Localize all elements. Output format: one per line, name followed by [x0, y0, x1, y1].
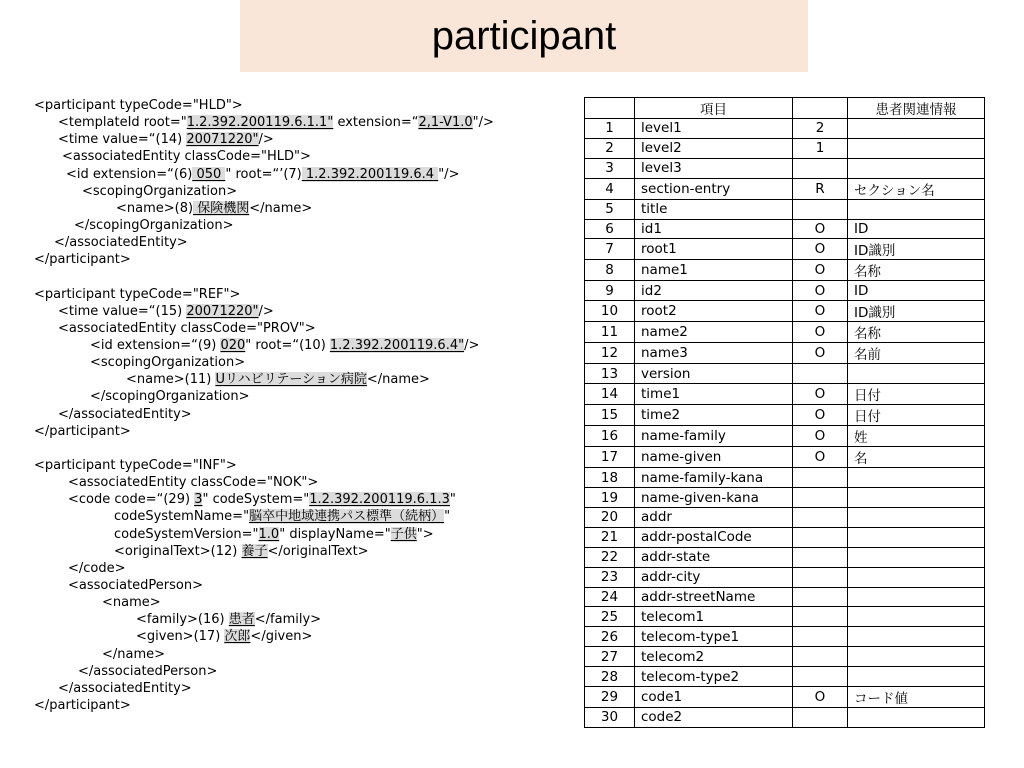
code-value: 脳卒中地域連携パス標準（続柄）: [249, 509, 445, 525]
code-text: <originalText>(12): [114, 543, 242, 559]
code-line: [34, 114, 574, 131]
code-line: [34, 131, 574, 148]
row-patient-info: [848, 527, 985, 547]
code-text: </associatedEntity>: [54, 235, 188, 251]
row-number: 3: [585, 158, 635, 178]
row-flag: [793, 468, 848, 488]
code-line: [34, 491, 574, 508]
row-flag: [793, 667, 848, 687]
table-row: [585, 587, 985, 607]
row-flag: [793, 708, 848, 728]
code-line: [34, 286, 574, 303]
code-value: 1.2.392.200119.6.4: [301, 166, 439, 182]
row-patient-info: 名前: [848, 343, 985, 364]
code-text: "/>: [438, 166, 460, 182]
code-text: </scopingOrganization>: [74, 217, 234, 233]
code-value: 20071220": [186, 132, 259, 148]
row-flag: [793, 158, 848, 178]
row-item: version: [635, 364, 793, 384]
row-patient-info: コード値: [848, 687, 985, 708]
row-number: 9: [585, 281, 635, 301]
row-flag: O: [793, 405, 848, 426]
code-text: <id extension=“(9): [90, 337, 221, 353]
code-text: " displayName=": [279, 526, 391, 542]
header-no: [585, 98, 635, 119]
row-flag: [793, 364, 848, 384]
table-row: [585, 405, 985, 426]
row-number: 25: [585, 607, 635, 627]
row-number: 13: [585, 364, 635, 384]
row-number: 24: [585, 587, 635, 607]
row-flag: R: [793, 178, 848, 199]
row-patient-info: ID: [848, 219, 985, 239]
row-flag: [793, 488, 848, 508]
row-item: id2: [635, 281, 793, 301]
row-item: level2: [635, 138, 793, 158]
row-patient-info: [848, 364, 985, 384]
row-item: addr: [635, 508, 793, 528]
row-flag: [793, 587, 848, 607]
table-row: [585, 260, 985, 281]
row-flag: 1: [793, 138, 848, 158]
code-value: 2,1-V1.0: [418, 115, 473, 131]
table-row: [585, 488, 985, 508]
code-line: [34, 697, 574, 714]
code-text: </participant>: [34, 697, 131, 713]
code-line: [34, 251, 574, 268]
row-flag: O: [793, 301, 848, 322]
code-text: " root=“’(7): [225, 166, 302, 182]
row-item: name1: [635, 260, 793, 281]
table-row: [585, 199, 985, 219]
code-text: "/>: [472, 115, 494, 131]
header-flag: [793, 98, 848, 119]
code-line: [34, 594, 574, 611]
code-value: 次郎: [224, 629, 251, 645]
code-line: [34, 560, 574, 577]
code-text: <scopingOrganization>: [82, 183, 238, 199]
code-text: </participant>: [34, 423, 131, 439]
row-patient-info: [848, 567, 985, 587]
row-patient-info: 日付: [848, 384, 985, 405]
code-line: [34, 423, 574, 440]
code-line: [34, 200, 574, 217]
code-value: 患者: [228, 612, 255, 628]
table-row: [585, 343, 985, 364]
code-value: 1.0: [258, 526, 280, 542]
code-text: </associatedEntity>: [58, 680, 192, 696]
row-patient-info: 名: [848, 447, 985, 468]
header-item: 項目: [635, 98, 793, 119]
code-line: [34, 577, 574, 594]
table-row: [585, 667, 985, 687]
code-text: </associatedEntity>: [58, 406, 192, 422]
row-number: 8: [585, 260, 635, 281]
row-number: 11: [585, 322, 635, 343]
code-line: [34, 97, 574, 114]
row-patient-info: [848, 708, 985, 728]
row-item: addr-streetName: [635, 587, 793, 607]
row-patient-info: [848, 647, 985, 667]
row-flag: 2: [793, 119, 848, 139]
row-patient-info: [848, 667, 985, 687]
code-value: Uリハビリテーション病院: [215, 372, 367, 388]
table-row: [585, 281, 985, 301]
code-value: 020: [220, 337, 246, 353]
row-number: 27: [585, 647, 635, 667]
row-patient-info: ID識別: [848, 301, 985, 322]
row-patient-info: [848, 488, 985, 508]
row-patient-info: [848, 158, 985, 178]
row-item: level1: [635, 119, 793, 139]
code-line: [34, 663, 574, 680]
code-text: />: [258, 132, 274, 148]
row-patient-info: ID識別: [848, 239, 985, 260]
row-patient-info: セクション名: [848, 178, 985, 199]
row-item: telecom1: [635, 607, 793, 627]
code-text: codeSystemName=": [114, 509, 250, 525]
code-text: ": [444, 509, 451, 525]
code-value: 050: [192, 166, 226, 182]
row-flag: O: [793, 447, 848, 468]
table-row: [585, 508, 985, 528]
code-line: [34, 234, 574, 251]
row-number: 14: [585, 384, 635, 405]
row-number: 4: [585, 178, 635, 199]
code-text: <associatedPerson>: [68, 577, 204, 593]
code-line: [34, 166, 574, 183]
code-line: [34, 508, 574, 525]
row-number: 23: [585, 567, 635, 587]
code-text: </given>: [250, 629, 313, 645]
code-text: ">: [416, 526, 434, 542]
row-number: 20: [585, 508, 635, 528]
row-item: section-entry: [635, 178, 793, 199]
code-text: <scopingOrganization>: [90, 355, 246, 371]
row-item: name-given: [635, 447, 793, 468]
code-text: />: [464, 337, 480, 353]
table-row: [585, 219, 985, 239]
code-line: [34, 320, 574, 337]
code-text: " root=“(10): [245, 337, 330, 353]
row-item: name3: [635, 343, 793, 364]
table-header-row: [585, 98, 985, 119]
table-row: [585, 301, 985, 322]
code-text: <name>(8): [116, 200, 194, 216]
row-item: time1: [635, 384, 793, 405]
row-patient-info: [848, 587, 985, 607]
code-line: [34, 303, 574, 320]
title-banner: [240, 0, 808, 72]
row-flag: O: [793, 384, 848, 405]
row-item: telecom-type2: [635, 667, 793, 687]
code-text: </code>: [68, 560, 126, 576]
code-text: <name>: [102, 595, 161, 611]
code-value: 保険機関: [193, 200, 250, 216]
row-flag: [793, 647, 848, 667]
row-flag: [793, 199, 848, 219]
code-text: />: [258, 303, 274, 319]
row-item: name-family-kana: [635, 468, 793, 488]
row-patient-info: 名称: [848, 260, 985, 281]
code-text: <associatedEntity classCode="PROV">: [58, 320, 316, 336]
code-text: </originalText>: [267, 543, 369, 559]
code-line: [34, 217, 574, 234]
row-number: 16: [585, 426, 635, 447]
code-text: <family>(16): [136, 612, 229, 628]
row-number: 22: [585, 547, 635, 567]
slide-title: participant: [431, 13, 617, 58]
row-number: 19: [585, 488, 635, 508]
code-text: <time value=“(14): [58, 132, 187, 148]
code-line: [34, 148, 574, 165]
code-line: [34, 646, 574, 663]
row-number: 28: [585, 667, 635, 687]
row-number: 18: [585, 468, 635, 488]
code-value: 20071220": [186, 303, 259, 319]
code-text: </name>: [366, 372, 430, 388]
row-number: 6: [585, 219, 635, 239]
table-row: [585, 647, 985, 667]
code-text: </family>: [254, 612, 322, 628]
row-flag: [793, 508, 848, 528]
row-number: 29: [585, 687, 635, 708]
row-flag: [793, 607, 848, 627]
row-patient-info: [848, 547, 985, 567]
table-row: [585, 138, 985, 158]
code-line: [34, 474, 574, 491]
table-row: [585, 627, 985, 647]
row-item: telecom2: [635, 647, 793, 667]
field-mapping-table: [584, 97, 985, 728]
row-patient-info: 名称: [848, 322, 985, 343]
row-flag: [793, 627, 848, 647]
row-number: 12: [585, 343, 635, 364]
table-row: [585, 158, 985, 178]
row-flag: O: [793, 687, 848, 708]
code-text: <name>(11): [126, 372, 216, 388]
code-text: </associatedPerson>: [78, 663, 218, 679]
code-value: 養子: [241, 543, 268, 559]
row-number: 5: [585, 199, 635, 219]
row-flag: O: [793, 260, 848, 281]
code-value: 1.2.392.200119.6.1.1": [186, 115, 334, 131]
code-value: 1.2.392.200119.6.4": [329, 337, 465, 353]
row-patient-info: 姓: [848, 426, 985, 447]
code-line: [34, 680, 574, 697]
row-number: 17: [585, 447, 635, 468]
table-row: [585, 322, 985, 343]
row-patient-info: ID: [848, 281, 985, 301]
code-text: <given>(17): [136, 629, 225, 645]
code-text: <associatedEntity classCode="HLD">: [62, 149, 311, 165]
row-item: root2: [635, 301, 793, 322]
table-row: [585, 468, 985, 488]
row-number: 21: [585, 527, 635, 547]
code-line: [34, 526, 574, 543]
row-patient-info: [848, 627, 985, 647]
table-row: [585, 447, 985, 468]
row-flag: O: [793, 322, 848, 343]
code-line: [34, 543, 574, 560]
code-text: codeSystemVersion=": [114, 526, 259, 542]
table-row: [585, 567, 985, 587]
row-flag: [793, 547, 848, 567]
row-patient-info: [848, 508, 985, 528]
code-text: ": [449, 492, 456, 508]
code-text: extension=“: [333, 115, 419, 131]
code-text: <associatedEntity classCode="NOK">: [68, 475, 319, 491]
table-row: [585, 364, 985, 384]
row-number: 30: [585, 708, 635, 728]
table-row: [585, 119, 985, 139]
code-line: [34, 183, 574, 200]
header-patient-info: 患者関連情報: [848, 98, 985, 119]
table-row: [585, 687, 985, 708]
code-text: <code code=“(29): [68, 492, 195, 508]
code-line: [34, 457, 574, 474]
code-text: </name>: [249, 200, 313, 216]
row-item: time2: [635, 405, 793, 426]
row-number: 26: [585, 627, 635, 647]
code-line: [34, 371, 574, 388]
code-text: </participant>: [34, 252, 131, 268]
code-text: <participant typeCode="REF">: [34, 286, 241, 302]
row-item: telecom-type1: [635, 627, 793, 647]
table-row: [585, 607, 985, 627]
row-item: name-family: [635, 426, 793, 447]
code-value: 3: [194, 492, 203, 508]
table-row: [585, 708, 985, 728]
row-item: addr-state: [635, 547, 793, 567]
code-text: <templateId root=": [58, 115, 187, 131]
row-number: 1: [585, 119, 635, 139]
row-flag: [793, 527, 848, 547]
row-patient-info: [848, 607, 985, 627]
row-flag: O: [793, 343, 848, 364]
code-line: [34, 611, 574, 628]
row-item: code2: [635, 708, 793, 728]
row-patient-info: 日付: [848, 405, 985, 426]
code-line: [34, 388, 574, 405]
code-line: [34, 268, 574, 285]
row-number: 2: [585, 138, 635, 158]
table-row: [585, 178, 985, 199]
row-item: level3: [635, 158, 793, 178]
row-item: code1: [635, 687, 793, 708]
row-patient-info: [848, 468, 985, 488]
row-item: name-given-kana: [635, 488, 793, 508]
row-number: 15: [585, 405, 635, 426]
row-flag: [793, 567, 848, 587]
code-text: <id extension=“(6): [66, 166, 193, 182]
code-line: [34, 628, 574, 645]
code-text: <participant typeCode="HLD">: [34, 98, 243, 113]
row-patient-info: [848, 138, 985, 158]
row-flag: O: [793, 426, 848, 447]
row-flag: O: [793, 281, 848, 301]
code-text: </scopingOrganization>: [90, 389, 250, 405]
xml-code-block: [34, 97, 574, 714]
table-row: [585, 527, 985, 547]
row-item: name2: [635, 322, 793, 343]
code-line: [34, 337, 574, 354]
code-text: <time value=“(15): [58, 303, 187, 319]
row-item: root1: [635, 239, 793, 260]
row-item: addr-city: [635, 567, 793, 587]
code-text: " codeSystem=": [202, 492, 310, 508]
code-line: [34, 406, 574, 423]
code-text: <participant typeCode="INF">: [34, 457, 237, 473]
row-patient-info: [848, 199, 985, 219]
table-row: [585, 384, 985, 405]
code-text: </name>: [102, 646, 166, 662]
table-row: [585, 239, 985, 260]
row-flag: O: [793, 219, 848, 239]
row-flag: O: [793, 239, 848, 260]
code-value: 1.2.392.200119.6.1.3: [309, 492, 450, 508]
table-row: [585, 547, 985, 567]
row-item: addr-postalCode: [635, 527, 793, 547]
row-number: 7: [585, 239, 635, 260]
table-row: [585, 426, 985, 447]
row-item: id1: [635, 219, 793, 239]
code-line: [34, 440, 574, 457]
row-number: 10: [585, 301, 635, 322]
row-patient-info: [848, 119, 985, 139]
code-line: [34, 354, 574, 371]
code-value: 子供: [390, 526, 417, 542]
row-item: title: [635, 199, 793, 219]
